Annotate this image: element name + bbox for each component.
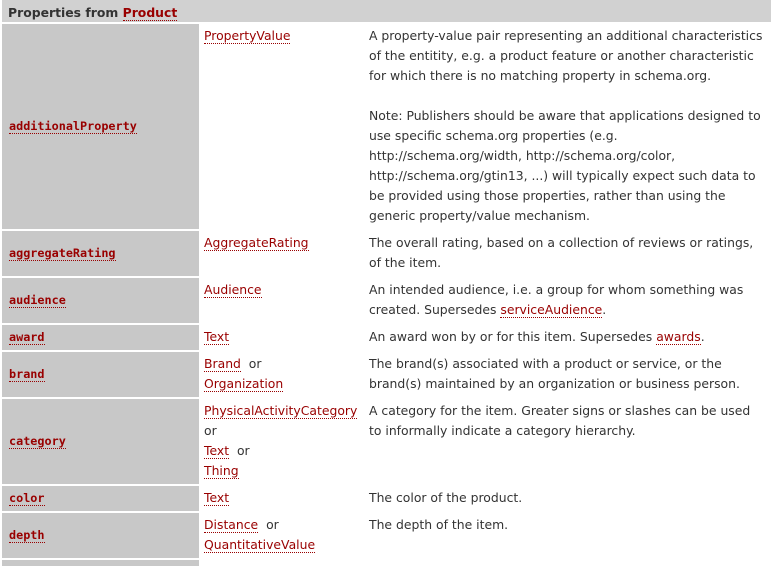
paragraph-break: [369, 86, 765, 106]
description-text: An intended audience, i.e. a group for whom something was created. Supersedes: [369, 282, 744, 317]
description-cell: [366, 231, 771, 276]
or-separator: or: [248, 356, 262, 371]
section-header-row: [0, 0, 771, 22]
property-cell: [0, 231, 201, 276]
property-link-award[interactable]: award: [9, 330, 45, 344]
property-cell: [0, 325, 201, 350]
description-text: The brand(s) associated with a product or service, or the brand(s) maintained by an organization or business person.: [369, 356, 740, 391]
property-link-aggregateRating[interactable]: aggregateRating: [9, 246, 116, 260]
type-cell: [201, 278, 366, 323]
type-cell: [201, 560, 366, 566]
property-cell: [0, 399, 201, 484]
section-header: [0, 0, 771, 22]
type-link-aggregaterating[interactable]: AggregateRating: [204, 235, 309, 250]
type-link-text[interactable]: Text: [204, 443, 230, 458]
table-row: [0, 231, 771, 276]
type-link-physicalactivitycategory[interactable]: PhysicalActivityCategory: [204, 403, 358, 418]
property-link-brand[interactable]: brand: [9, 367, 45, 381]
description-cell: [366, 399, 771, 484]
description-cell: [366, 486, 771, 511]
description-cell: [366, 513, 771, 558]
type-link-text[interactable]: Text: [204, 329, 230, 344]
property-cell: [0, 278, 201, 323]
type-link-brand[interactable]: Brand: [204, 356, 241, 371]
description-end: .: [602, 302, 607, 317]
property-link-color[interactable]: color: [9, 491, 45, 505]
table-row: [0, 352, 771, 397]
description-cell: [366, 24, 771, 229]
table-row: [0, 325, 771, 350]
description-note: Note: Publishers should be aware that applications designed to use specific schema.org properties (e.g. http://schema.org/width, http://schema.org/color, http://schema.org/gtin13, ...) will typically expect such data to be provided using those properties, rather than using the generic property/value mechanism.: [369, 108, 761, 223]
description-text: The overall rating, based on a collection of reviews or ratings, of the item.: [369, 235, 754, 270]
description-cell: [366, 560, 771, 566]
description-cell: [366, 278, 771, 323]
property-cell: [0, 560, 201, 566]
description-cell: [366, 352, 771, 397]
description-end: .: [700, 329, 705, 344]
or-separator: or: [236, 443, 250, 458]
type-cell: [201, 24, 366, 229]
type-cell: [201, 231, 366, 276]
type-cell: [201, 325, 366, 350]
or-separator: or: [266, 517, 279, 532]
table-row: [0, 24, 771, 229]
type-link-propertyvalue[interactable]: PropertyValue: [204, 28, 291, 43]
description-text: The depth of the item.: [369, 517, 509, 532]
property-link-depth[interactable]: depth: [9, 528, 45, 542]
table-row: [0, 513, 771, 558]
property-cell: [0, 352, 201, 397]
property-cell: [0, 24, 201, 229]
type-link-organization[interactable]: Organization: [204, 376, 284, 391]
table-row: [0, 278, 771, 323]
property-link-category[interactable]: category: [9, 434, 66, 448]
property-link-audience[interactable]: audience: [9, 293, 66, 307]
section-header-label: Properties from: [8, 4, 119, 20]
table-row-partial: [0, 560, 771, 566]
type-link-text[interactable]: Text: [204, 490, 230, 505]
type-link-audience[interactable]: Audience: [204, 282, 262, 297]
type-link-thing[interactable]: Thing: [204, 463, 239, 478]
description-text: An award won by or for this item. Supersedes: [369, 329, 653, 344]
product-type-link[interactable]: Product: [122, 4, 178, 20]
supersedes-link-serviceAudience[interactable]: serviceAudience: [500, 302, 603, 317]
description-cell: [366, 325, 771, 350]
supersedes-link-awards[interactable]: awards: [656, 329, 701, 344]
description-text: The color of the product.: [369, 490, 523, 505]
property-cell: [0, 486, 201, 511]
description-text: A category for the item. Greater signs or slashes can be used to informally indicate a category hierarchy.: [369, 403, 751, 438]
type-cell: [201, 399, 366, 484]
type-cell: [201, 486, 366, 511]
type-cell: [201, 513, 366, 558]
table-row: [0, 486, 771, 511]
or-separator: or: [204, 423, 217, 438]
type-cell: [201, 352, 366, 397]
property-cell: [0, 513, 201, 558]
property-link-additionalProperty[interactable]: additionalProperty: [9, 119, 137, 133]
table-row: [0, 399, 771, 484]
description-text: A property-value pair representing an additional characteristics of the entitity, e.g. a product feature or another characteristic for which there is no matching property in schema.org.: [369, 28, 763, 83]
type-link-distance[interactable]: Distance: [204, 517, 259, 532]
type-link-quantitativevalue[interactable]: QuantitativeValue: [204, 537, 316, 552]
